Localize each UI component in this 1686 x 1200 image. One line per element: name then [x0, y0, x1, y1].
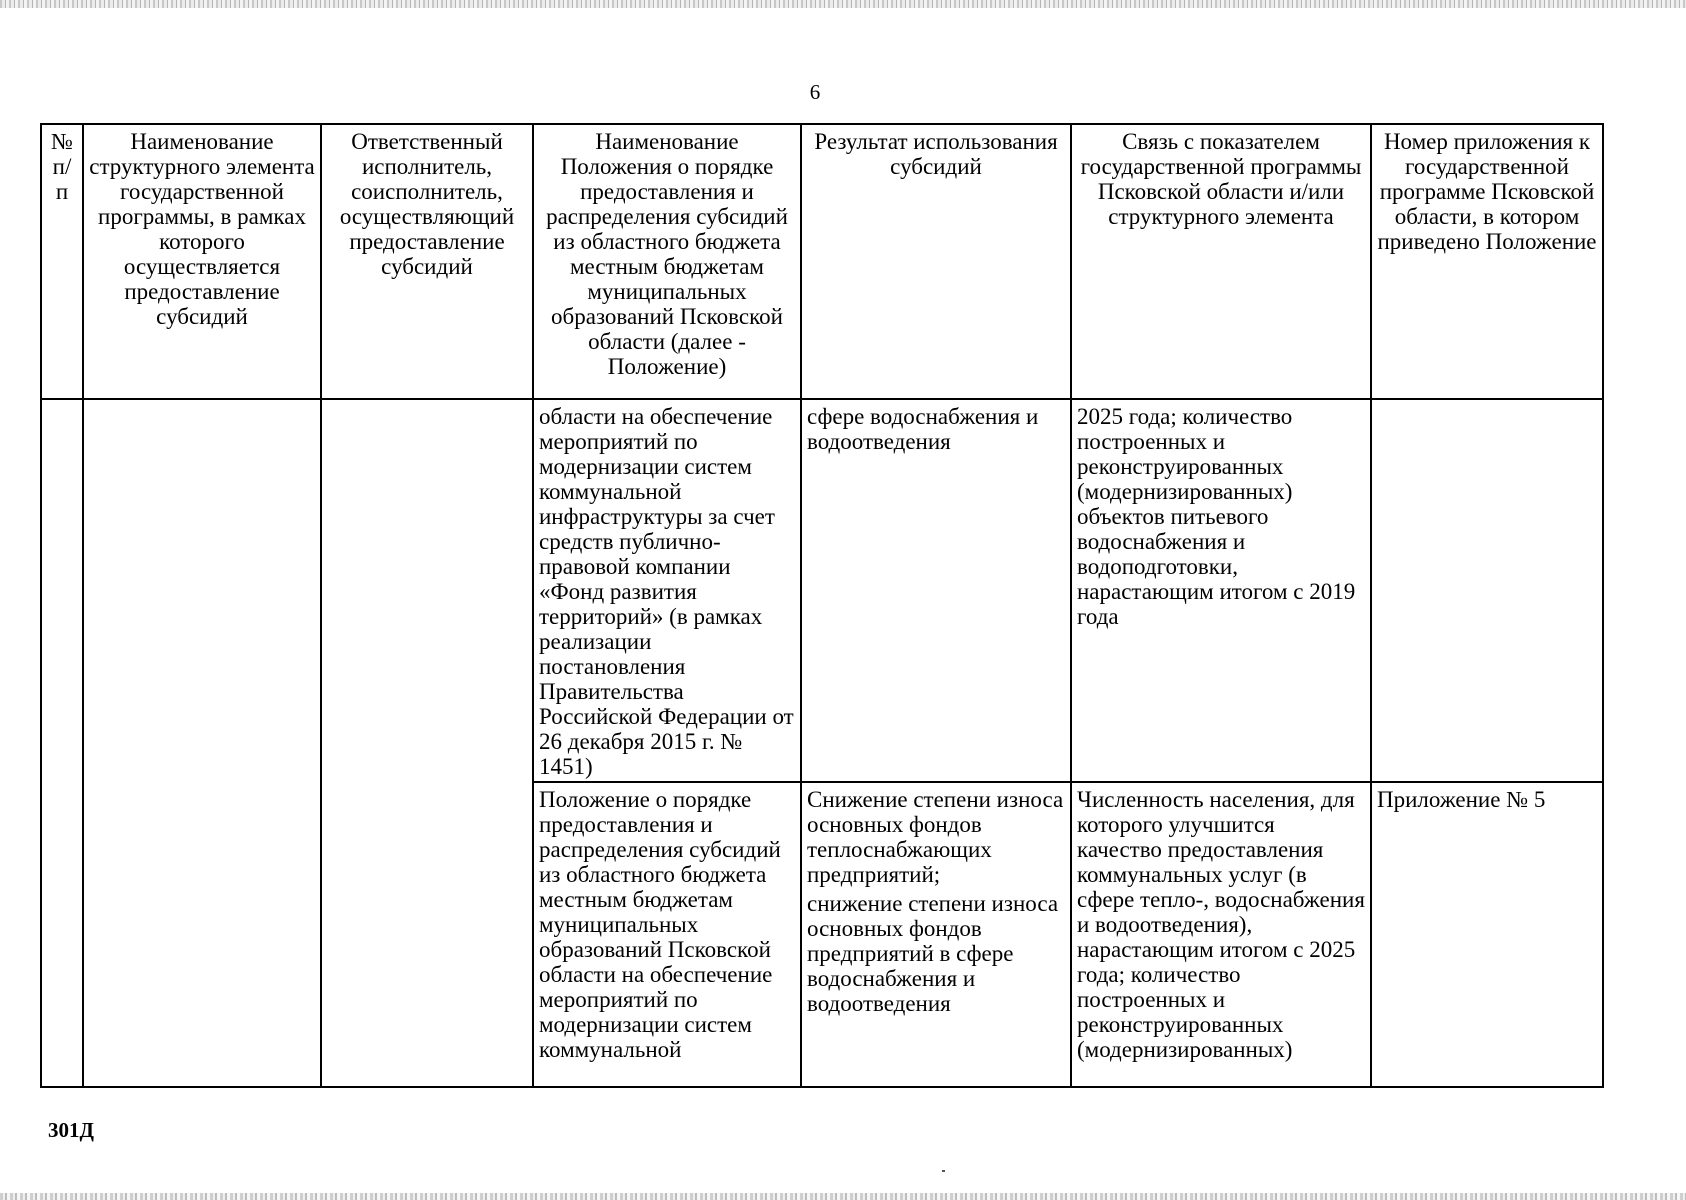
scan-speck	[942, 1170, 945, 1172]
page-number: 6	[809, 80, 821, 104]
cell-result	[801, 782, 1071, 1087]
table-header-row	[41, 124, 1603, 399]
cell-executor	[321, 399, 533, 1087]
cell-appendix	[1371, 399, 1603, 782]
cell-indicator: 2025 года; количество построенных и реконструированных (модернизированных) объектов питьевого водоснабжения и водоподготовки, нарастающим итогом с 2019 года	[1071, 399, 1371, 782]
header-appendix: Номер приложения к государственной программе Псковской области, в котором приведено Положение	[1371, 124, 1603, 399]
header-indicator: Связь с показателем государственной программы Псковской области и/или структурного элемента	[1071, 124, 1371, 399]
subsidy-table	[40, 123, 1604, 1088]
cell-result: сфере водоснабжения и водоотведения	[801, 399, 1071, 782]
cell-appendix: Приложение № 5	[1371, 782, 1603, 1087]
header-number: № п/п	[41, 124, 83, 399]
scan-edge-bottom	[0, 1193, 1686, 1200]
cell-number	[41, 399, 83, 1087]
result-paragraph: Снижение степени износа основных фондов теплоснабжающих предприятий;	[807, 787, 1064, 887]
cell-regulation: области на обеспечение мероприятий по модернизации систем коммунальной инфраструктуры за счет средств публично-правовой компании «Фонд развития территорий» (в рамках реализации постановления Правительства Российской Федерации от 26 декабря 2015 г. № 1451)	[533, 399, 801, 782]
header-structural-element: Наименование структурного элемента государственной программы, в рамках которого осуществляется предоставление субсидий	[83, 124, 321, 399]
document-code: 301Д	[48, 1118, 94, 1142]
result-paragraph: снижение степени износа основных фондов предприятий в сфере водоснабжения и водоотведения	[807, 891, 1059, 1016]
header-regulation: Наименование Положения о порядке предоставления и распределения субсидий из областного бюджета местным бюджетам муниципальных образований Псковской области (далее - Положение)	[533, 124, 801, 399]
table-row	[41, 399, 1603, 782]
header-executor: Ответственный исполнитель, соисполнитель, осуществляющий предоставление субсидий	[321, 124, 533, 399]
header-result: Результат использования субсидий	[801, 124, 1071, 399]
cell-regulation: Положение о порядке предоставления и распределения субсидий из областного бюджета местным бюджетам муниципальных образований Псковской области на обеспечение мероприятий по модернизации систем коммунальной	[533, 782, 801, 1087]
scan-edge-top	[0, 0, 1686, 8]
cell-indicator: Численность населения, для которого улучшится качество предоставления коммунальных услуг (в сфере тепло-, водоснабжения и водоотведения), нарастающим итогом с 2025 года; количество построенных и реконструированных (модернизированных)	[1071, 782, 1371, 1087]
cell-structural-element	[83, 399, 321, 1087]
